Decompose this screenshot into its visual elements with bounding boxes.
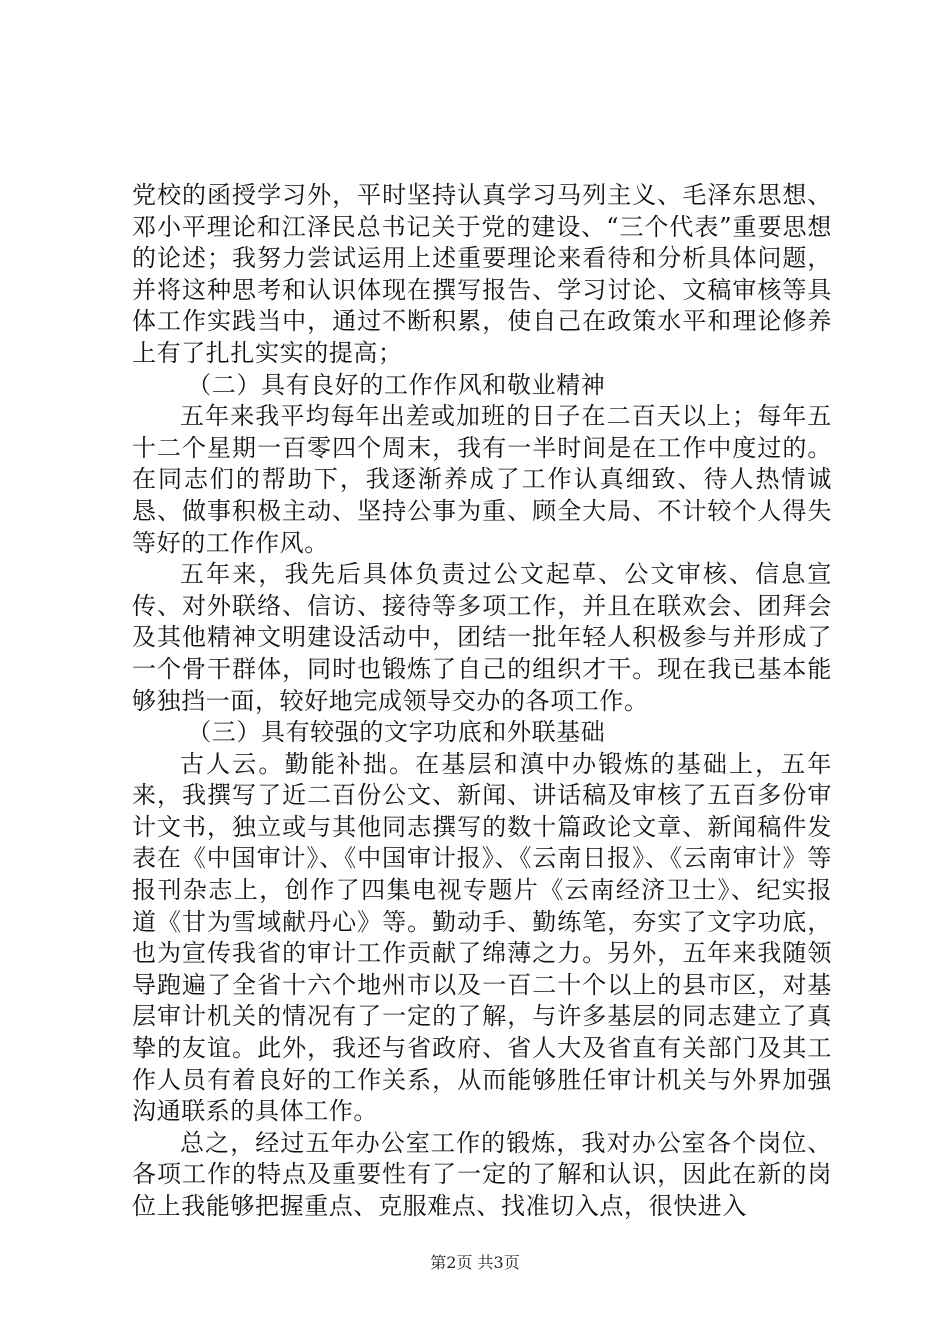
paragraph-work-days: 五年来我平均每年出差或加班的日子在二百天以上；每年五十二个星期一百零四个周末，我有一半时间是在工作中度过的。在同志们的帮助下，我逐渐养成了工作认真细致、待人热情诚恳、做事积极主动、坚持公事为重、顾全大局、不计较个人得失等好的工作作风。 <box>132 402 832 557</box>
paragraph-writing-experience: 古人云。勤能补拙。在基层和滇中办锻炼的基础上，五年来，我撰写了近二百份公文、新闻、讲话稿及审核了五百多份审计文书，独立或与其他同志撰写的数十篇政论文章、新闻稿件发表在《中国审计》、《中国审计报》、《云南日报》、《云南审计》等报刊杂志上，创作了四集电视专题片《云南经济卫士》、纪实报道《甘为雪域献丹心》等。勤动手、勤练笔，夯实了文字功底，也为宣传我省的审计工作贡献了绵薄之力。另外，五年来我随领导跑遍了全省十六个地州市以及一百二十个以上的县市区，对基层审计机关的情况有了一定的了解，与许多基层的同志建立了真挚的友谊。此外，我还与省政府、省人大及省直有关部门及其工作人员有着良好的工作关系，从而能够胜任审计机关与外界加强沟通联系的具体工作。 <box>132 749 832 1126</box>
document-body <box>132 180 832 1223</box>
paragraph-summary: 总之，经过五年办公室工作的锻炼，我对办公室各个岗位、各项工作的特点及重要性有了一定的了解和认识，因此在新的岗位上我能够把握重点、克服难点、找准切入点，很快进入 <box>132 1128 832 1220</box>
paragraph-responsibilities: 五年来，我先后具体负责过公文起草、公文审核、信息宣传、对外联络、信访、接待等多项工作，并且在联欢会、团拜会及其他精神文明建设活动中，团结一批年轻人积极参与并形成了一个骨干群体，同时也锻炼了自己的组织才干。现在我已基本能够独挡一面，较好地完成领导交办的各项工作。 <box>132 560 832 715</box>
section-heading-work-style: （二）具有良好的工作作风和敬业精神 <box>187 370 606 399</box>
paragraph-theory-study: 党校的函授学习外，平时坚持认真学习马列主义、毛泽东思想、邓小平理论和江泽民总书记关于党的建设、“三个代表”重要思想的论述；我努力尝试运用上述重要理论来看待和分析具体问题，并将这种思考和认识体现在撰写报告、学习讨论、文稿审核等具体工作实践当中，通过不断积累，使自己在政策水平和理论修养上有了扎扎实实的提高； <box>132 181 832 367</box>
section-heading-writing-skills: （三）具有较强的文字功底和外联基础 <box>187 718 606 747</box>
page-number-footer: 第2页 共3页 <box>430 1253 520 1272</box>
